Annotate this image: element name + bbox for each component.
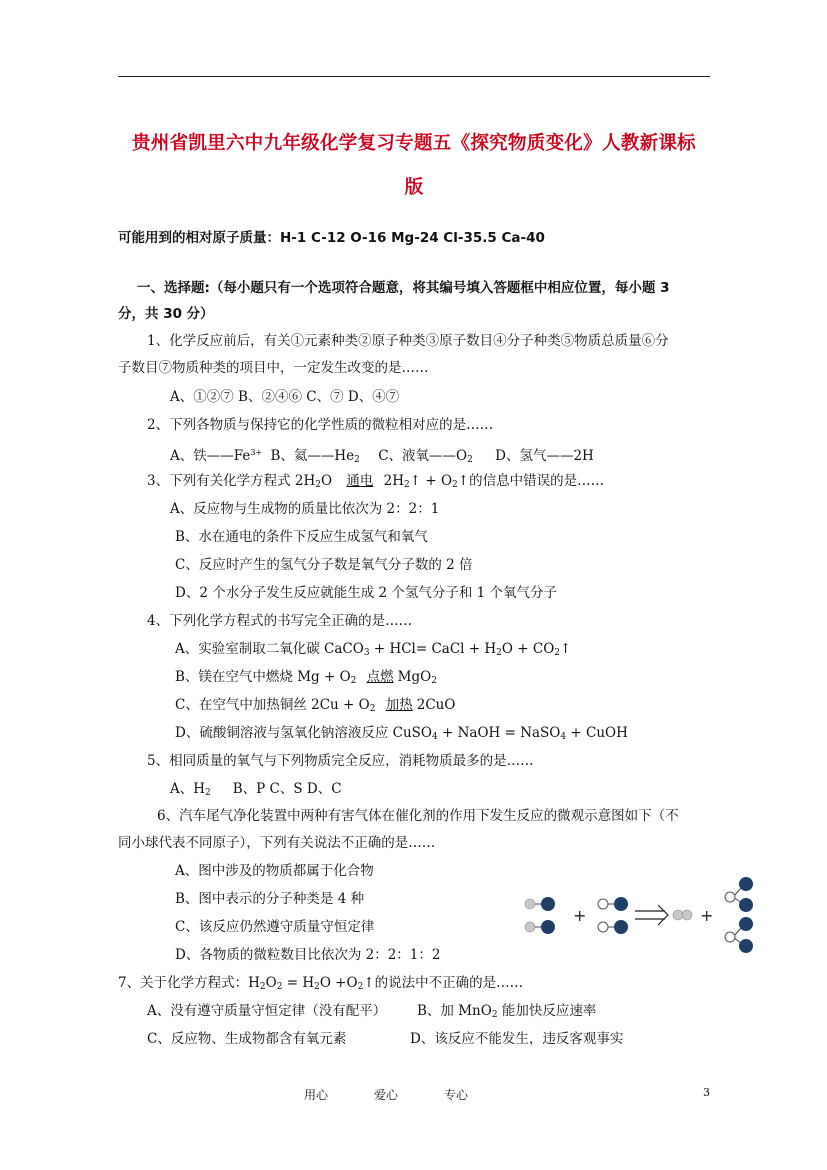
q7-stem: 7、关于化学方程式：$H_2O_2 = H_2O$ $+O_2↑$的说法中不正确的是…… — [118, 975, 524, 992]
reaction-diagram — [515, 872, 760, 962]
q3-option-b: B、水在通电的条件下反应生成氢气和氧气 — [175, 529, 428, 545]
document-title-line1: 贵州省凯里六中九年级化学复习专题五《探究物质变化》人教新课标 — [131, 133, 696, 154]
q2-stem: 2、下列各物质与保持它的化学性质的微粒相对应的是…… — [147, 417, 494, 433]
reactant-molecule-1 — [525, 897, 555, 934]
q7-option-b: B、加 MnO$_2$ 能加快反应速率 — [417, 1003, 597, 1020]
q1-options: A、①②⑦ B、②④⑥ C、⑦ D、④⑦ — [170, 389, 400, 405]
section1-heading-line1: 一、选择题:（每小题只有一个选项符合题意，将其编号填入答题框中相应位置，每小题 3 — [137, 280, 670, 296]
q4-option-a: A、实验室制取二氧化碳 CaCO$_3$ + HCl= CaCl + $H_2O$ + $CO_2↑$ — [175, 641, 572, 658]
plus-sign-2: + — [700, 906, 714, 925]
q7-option-d: D、该反应不能发生，违反客观事实 — [410, 1031, 624, 1047]
footer-left: 用心 — [304, 1088, 329, 1102]
q1-stem-line2: 子数目⑦物质种类的项目中，一定发生改变的是…… — [118, 360, 429, 376]
q6-option-b: B、图中表示的分子种类是 4 种 — [175, 891, 365, 907]
q1-stem-line1: 1、化学反应前后，有关①元素种类②原子种类③原子数目④分子种类⑤物质总质量⑥分 — [147, 333, 669, 349]
reaction-arrow-icon — [635, 905, 668, 925]
q5-stem: 5、相同质量的氧气与下列物质完全反应，消耗物质最多的是…… — [147, 753, 534, 769]
q2-option-c: C、液氧$——O_2$ — [378, 448, 473, 465]
q6-option-d: D、各物质的微粒数目比依次为 2：2：1：2 — [175, 947, 441, 963]
q7-option-a: A、没有遵守质量守恒定律（没有配平） — [147, 1003, 387, 1019]
q6-stem-line2: 同小球代表不同原子），下列有关说法不正确的是…… — [118, 835, 436, 851]
header-rule — [118, 76, 710, 77]
q3-option-a: A、反应物与生成物的质量比依次为 2：2：1 — [170, 501, 440, 517]
q2-option-d: D、氢气——2H — [495, 448, 594, 464]
q3-option-c: C、反应时产生的氢气分子数是氧气分子数的 2 倍 — [175, 557, 473, 573]
q3-stem: 3、下列有关化学方程式 $2H_2O$ 通电 $2H_2↑$ + $O_2↑$的信息中错误的是…… — [147, 473, 605, 490]
q6-option-a: A、图中涉及的物质都属于化合物 — [175, 863, 374, 879]
product-molecule-1 — [673, 910, 692, 920]
q6-stem-line1: 6、汽车尾气净化装置中两种有害气体在催化剂的作用下发生反应的微观示意图如下（不 — [157, 808, 679, 824]
q4-option-c: C、在空气中加热铜丝 $2Cu + O_2$ 加热 2CuO — [175, 697, 456, 714]
atomic-masses: 可能用到的相对原子质量：H-1 C-12 O-16 Mg-24 Cl-35.5 Ca-40 — [118, 230, 545, 246]
product-molecule-3 — [725, 917, 753, 953]
footer-middle: 爱心 — [374, 1088, 399, 1102]
plus-sign-1: + — [573, 906, 587, 925]
q3-option-d: D、2 个水分子发生反应就能生成 2 个氢气分子和 1 个氧气分子 — [175, 585, 558, 601]
q4-option-d: D、硫酸铜溶液与氢氧化钠溶液反应 CuSO$_4$ + NaOH = NaSO$_4$ + CuOH — [175, 725, 628, 742]
q5-options: A、$H_2$ B、P C、S D、C — [170, 781, 342, 798]
q4-stem: 4、下列化学方程式的书写完全正确的是…… — [147, 613, 413, 629]
q7-option-c: C、反应物、生成物都含有氧元素 — [147, 1031, 347, 1047]
document-title-line2: 版 — [404, 177, 424, 198]
product-molecule-2 — [725, 877, 753, 912]
q2-options — [170, 444, 594, 469]
q6-option-c: C、该反应仍然遵守质量守恒定律 — [175, 919, 375, 935]
q2-option-a: A、铁$——Fe^{3+}$ — [170, 448, 263, 464]
section1-heading-line2: 分，共 30 分） — [118, 306, 214, 322]
q4-option-b: B、镁在空气中燃烧 $Mg + O_2$ 点燃 MgO$_2$ — [175, 669, 437, 686]
q2-option-b: B、氦$——He_2$ — [270, 448, 360, 465]
footer-right: 专心 — [444, 1088, 469, 1102]
page-number: 3 — [703, 1086, 710, 1099]
reactant-molecule-2 — [598, 897, 628, 934]
q3-reaction-condition: 通电 — [346, 473, 374, 489]
